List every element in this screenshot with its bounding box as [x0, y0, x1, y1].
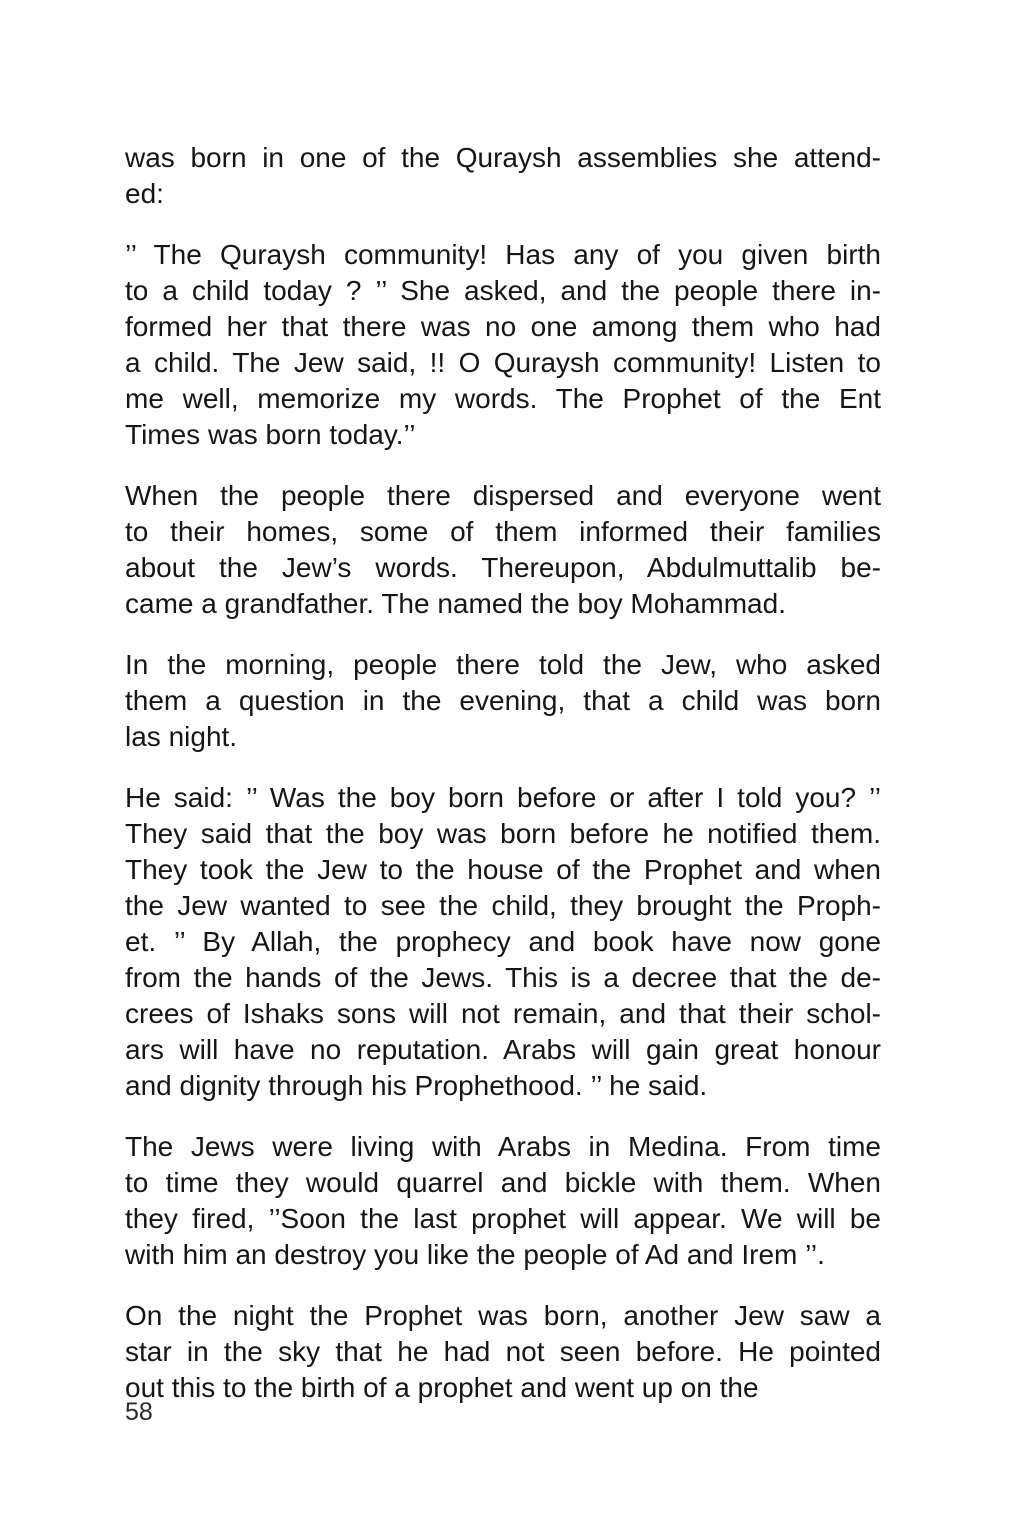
text-line: a child. The Jew said, !! O Quraysh community! Listen to — [125, 347, 881, 378]
text-line: They said that the boy was born before he notified them. — [125, 818, 881, 849]
text-line: When the people there dispersed and everyone went — [125, 480, 881, 511]
text-line: to time they would quarrel and bickle with them. When — [125, 1167, 881, 1198]
text-line: out this to the birth of a prophet and went up on the — [125, 1372, 759, 1403]
text-line: star in the sky that he had not seen before. He pointed — [125, 1336, 881, 1367]
text-line: to a child today ? ’’ She asked, and the people there in- — [125, 275, 881, 306]
page-number: 58 — [125, 1398, 153, 1426]
text-line: ed: — [125, 178, 164, 209]
text-line: ars will have no reputation. Arabs will gain great honour — [125, 1034, 881, 1065]
text-line: the Jew wanted to see the child, they brought the Proph- — [125, 890, 881, 921]
text-line: came a grandfather. The named the boy Mohammad. — [125, 588, 786, 619]
text-line: las night. — [125, 721, 238, 752]
text-line: to their homes, some of them informed their families — [125, 516, 881, 547]
paragraph — [125, 780, 881, 1104]
text-line: with him an destroy you like the people of Ad and Irem ’’. — [125, 1239, 825, 1270]
body-text — [125, 140, 881, 1406]
text-line: was born in one of the Quraysh assemblies she attend- — [125, 142, 881, 173]
text-line: In the morning, people there told the Jew, who asked — [125, 649, 881, 680]
paragraph — [125, 140, 881, 212]
text-line: crees of Ishaks sons will not remain, and that their schol- — [125, 998, 881, 1029]
paragraph — [125, 478, 881, 622]
paragraph — [125, 1298, 881, 1406]
text-line: ’’ The Quraysh community! Has any of you given birth — [125, 239, 881, 270]
text-line: me well, memorize my words. The Prophet of the Ent — [125, 383, 881, 414]
text-line: On the night the Prophet was born, another Jew saw a — [125, 1300, 881, 1331]
text-line: they fired, ’’Soon the last prophet will appear. We will be — [125, 1203, 881, 1234]
text-line: about the Jew’s words. Thereupon, Abdulmuttalib be- — [125, 552, 881, 583]
text-line: et. ’’ By Allah, the prophecy and book have now gone — [125, 926, 881, 957]
paragraph — [125, 237, 881, 453]
text-line: them a question in the evening, that a child was born — [125, 685, 881, 716]
paragraph — [125, 1129, 881, 1273]
text-line: They took the Jew to the house of the Prophet and when — [125, 854, 881, 885]
text-line: He said: ’’ Was the boy born before or after I told you? ’’ — [125, 782, 881, 813]
paragraph — [125, 647, 881, 755]
text-line: Times was born today.’’ — [125, 419, 416, 450]
text-line: from the hands of the Jews. This is a decree that the de- — [125, 962, 881, 993]
text-line: The Jews were living with Arabs in Medina. From time — [125, 1131, 881, 1162]
text-line: and dignity through his Prophethood. ’’ he said. — [125, 1070, 708, 1101]
text-line: formed her that there was no one among them who had — [125, 311, 881, 342]
